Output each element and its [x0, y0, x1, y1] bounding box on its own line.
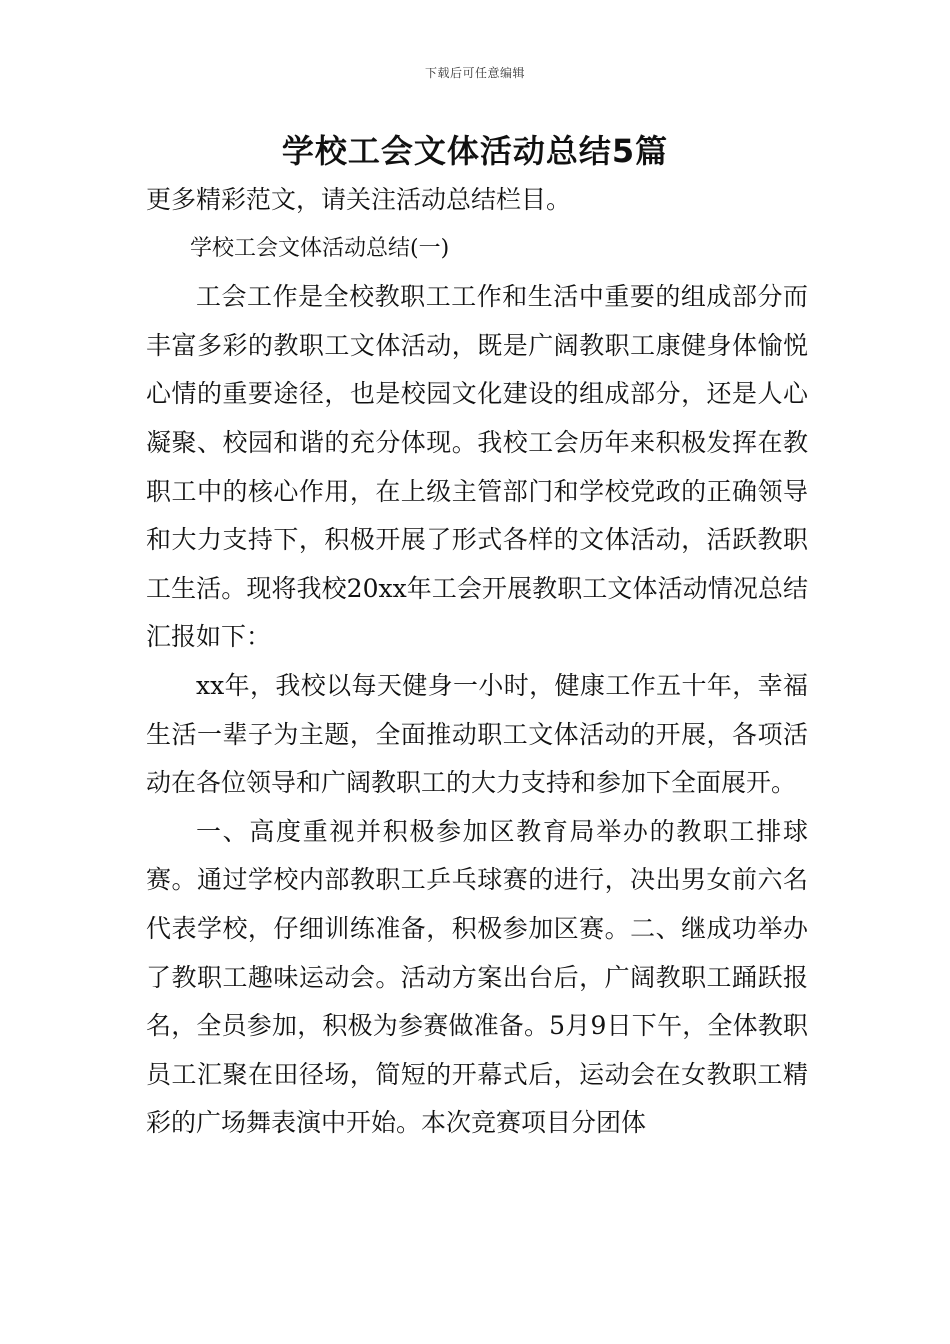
document-title: 学校工会文体活动总结5篇: [281, 132, 669, 170]
paragraph-3: 一、高度重视并积极参加区教育局举办的教职工排球赛。通过学校内部教职工乒乓球赛的进行，决出男女前六名代表学校，仔细训练准备，积极参加区赛。二、继成功举办了教职工趣味运动会。活动方案出台后，广阔教职工踊跃报名，全员参加，积极为参赛做准备。5月9日下午，全体教职员工汇聚在田径场，简短的开幕式后，运动会在女教职工精彩的广场舞表演中开始。本次竞赛项目分团体: [146, 816, 808, 1138]
intro-line: 更多精彩范文，请关注活动总结栏目。: [146, 185, 572, 214]
paragraph-2: xx年，我校以每天健身一小时，健康工作五十年，幸福生活一辈子为主题，全面推动职工文体活动的开展，各项活动在各位领导和广阔教职工的大力支持和参加下全面展开。: [146, 670, 808, 798]
header-note: 下载后可任意编辑: [424, 66, 525, 80]
section-heading: 学校工会文体活动总结(一): [190, 235, 450, 261]
document-body: [146, 176, 808, 1148]
paragraph-1: 工会工作是全校教职工工作和生活中重要的组成部分而丰富多彩的教职工文体活动，既是广阔教职工康健身体愉悦心情的重要途径，也是校园文化建设的组成部分，还是人心凝聚、校园和谐的充分体现。我校工会历年来积极发挥在教职工中的核心作用，在上级主管部门和学校党政的正确领导和大力支持下，积极开展了形式各样的文体活动，活跃教职工生活。现将我校20xx年工会开展教职工文体活动情况总结汇报如下：: [146, 282, 808, 652]
